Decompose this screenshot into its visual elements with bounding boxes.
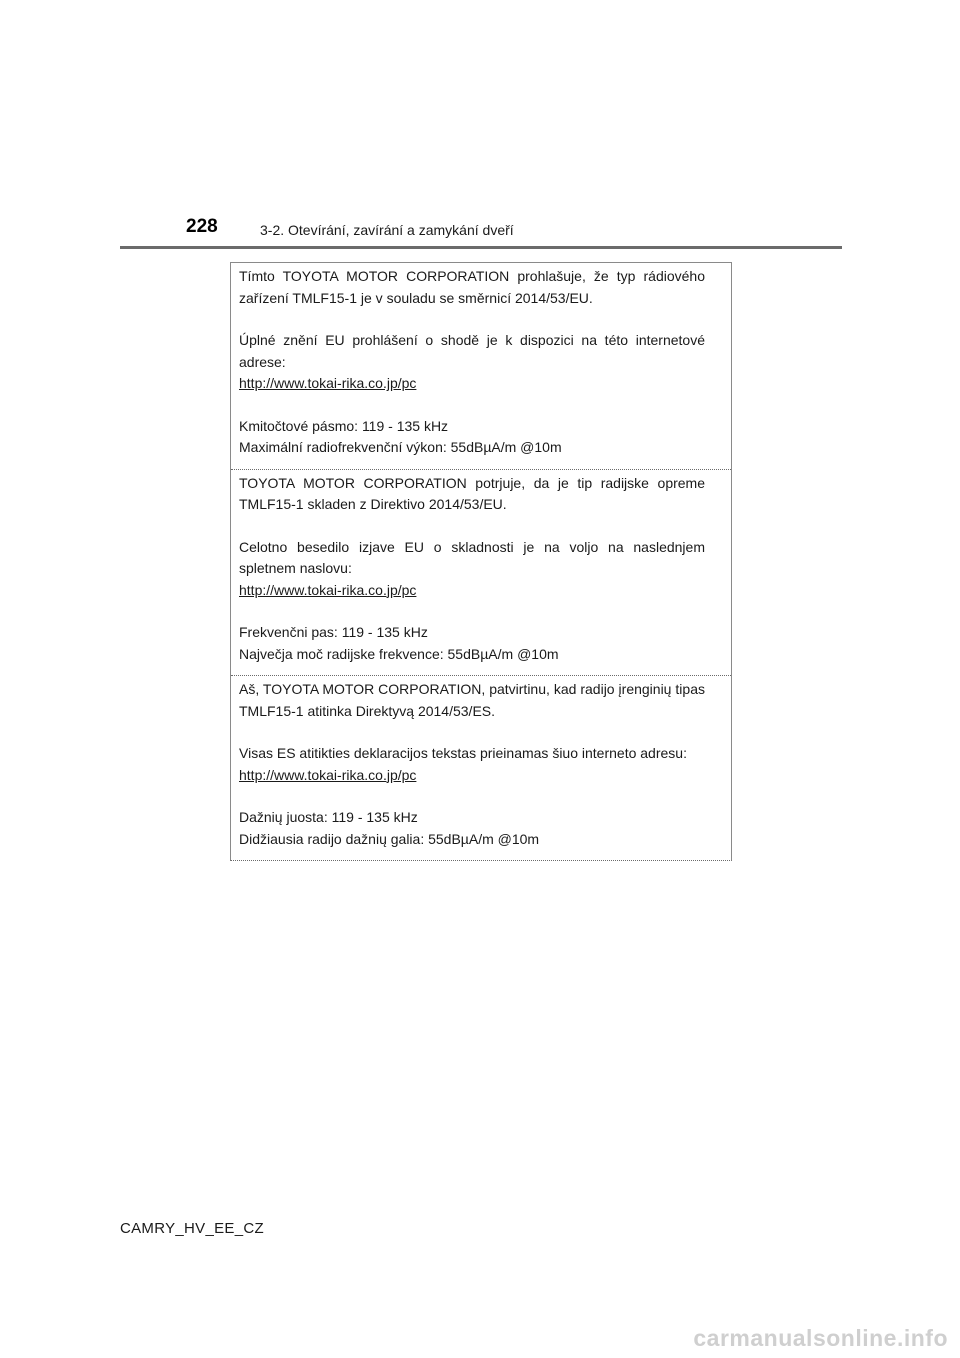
page-header	[120, 214, 842, 249]
notice-slovenian	[231, 470, 731, 677]
frequency-band: Kmitočtové pásmo: 119 - 135 kHz	[239, 417, 449, 434]
section-title: 3-2. Otevírání, zavírání a zamykání dveří	[260, 222, 514, 238]
notice-lithuanian	[231, 676, 731, 860]
declaration-link[interactable]: http://www.tokai-rika.co.jp/pc	[239, 581, 417, 598]
max-power: Maximální radiofrekvenční výkon: 55dBµA/m @10m	[239, 439, 562, 455]
max-power: Največja moč radijske frekvence: 55dBµA/m @10m	[239, 645, 559, 662]
full-text-intro: Celotno besedilo izjave EU o skladnosti je na voljo na naslednjem spletnem naslovu:	[239, 538, 705, 576]
page-number: 228	[186, 216, 218, 237]
watermark: carmanualsonline.info	[693, 1325, 948, 1351]
max-power: Didžiausia radijo dažnių galia: 55dBµA/m @10m	[239, 830, 540, 847]
declaration-link[interactable]: http://www.tokai-rika.co.jp/pc	[239, 766, 417, 783]
frequency-band: Dažnių juosta: 119 - 135 kHz	[239, 809, 418, 825]
full-text-intro: Visas ES atitikties deklaracijos tekstas prieinamas šiuo interneto adresu:	[239, 745, 687, 761]
declaration-text: TOYOTA MOTOR CORPORATION potrjuje, da je tip radijske opreme TMLF15-1 skladen z Direktivo 2014/53/EU.	[239, 474, 705, 512]
declaration-text: Aš, TOYOTA MOTOR CORPORATION, patvirtinu, kad radijo įrenginių tipas TMLF15-1 atitinka Direktyvą 2014/53/ES.	[239, 681, 705, 719]
full-text-intro: Úplné znění EU prohlášení o shodě je k dispozici na této internetové adrese:	[239, 332, 705, 370]
declaration-link[interactable]: http://www.tokai-rika.co.jp/pc	[239, 375, 417, 391]
notice-czech	[231, 263, 731, 470]
declarations-box	[230, 262, 732, 861]
document-code: CAMRY_HV_EE_CZ	[120, 1220, 264, 1237]
frequency-band: Frekvenčni pas: 119 - 135 kHz	[239, 624, 428, 640]
declaration-text: Tímto TOYOTA MOTOR CORPORATION prohlašuje, že typ rádiového zařízení TMLF15-1 je v souladu se směrnicí 2014/53/EU.	[239, 268, 705, 306]
